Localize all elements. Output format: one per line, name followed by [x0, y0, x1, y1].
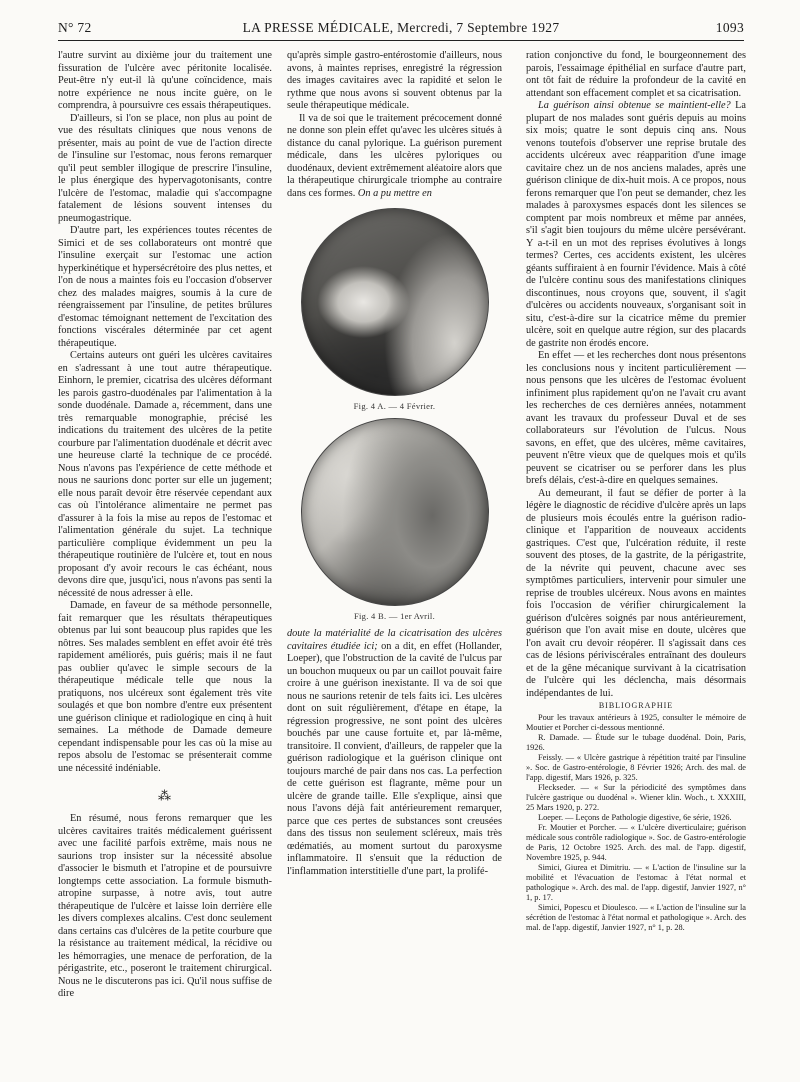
figure-caption-4b: Fig. 4 B. — 1er Avril. — [353, 611, 436, 621]
paragraph — [287, 628, 502, 878]
paragraph: D'ailleurs, si l'on se place, non plus au point de vue des résultats cliniques que nous venons de présenter, mais au point de vue de l'action directe de l'insuline sur l'estomac, nous ferons remarquer qu'il peut sembler illogique de prescrire l'insuline, le plus énergique des hypervagotonisants, contre l'ulcère de l'estomac, maladie qui s'accompagne fatalement de lésions souvent intenses du pneumogastrique. — [58, 112, 272, 224]
figure-caption-4a: Fig. 4 A. — 4 Février. — [353, 401, 436, 411]
bibliography-entry: Pour les travaux antérieurs à 1925, consulter le mémoire de Moutier et Porcher ci-dessous mentionné. — [526, 712, 746, 732]
bibliography-entry: Loeper. — Leçons de Pathologie digestive, 6e série, 1926. — [538, 812, 732, 822]
page-number: 1093 — [715, 20, 744, 35]
paragraph: En résumé, nous ferons remarquer que les ulcères cavitaires traités médicalement guérissent avec une facilité parfois extrême, mais nous ne saurions trop insister sur la nécessité absolue d'associer le bismuth et l'atropine et de poursuivre longtemps cette association. La formule bismuth-atropine surpasse, à notre avis, tout autre thérapeutique de l'ulcère et laisse loin derrière elle les divers complexes alcalins. C'est donc seulement dans certains cas d'ulcères de la petite courbure que la résistance au traitement médical, la récidive ou les hémorragies, une menace de perforation, de la périgastrite, etc., poseront le traitement chirurgical. Nous ne le discuterons pas ici. Qu'il nous suffise de dire — [58, 813, 272, 999]
paragraph: ration conjonctive du fond, le bourgeonnement des parois, l'essaimage épithélial en surface d'autre part, ont tôt fait de réduire la profondeur de la cavité en attendant son effacement complet et sa cicatrisation. — [526, 50, 746, 99]
column-right — [526, 50, 746, 1075]
section-separator: ⁂ — [158, 788, 172, 803]
bibliography-entry: Simici, Popescu et Dioulesco. — « L'action de l'insuline sur la sécrétion de l'estomac à l'état normal et pathologique ». Arch. des mal. de l'app. digestif, Janvier 1927, n° 1, p. 28. — [526, 902, 746, 932]
paragraph: l'autre survint au dixième jour du traitement une fissuration de l'ulcère avec péritonite localisée. Peut-être n'y eut-il là qu'une coïncidence, mais notre expérience ne nous incite guère, on le comprendra, à poursuivre ces essais thérapeutiques. — [58, 50, 272, 111]
bibliography-entry: R. Damade. — Étude sur le tubage duodénal. Doin, Paris, 1926. — [526, 732, 746, 752]
xray-figure-4b — [301, 418, 489, 606]
italic-text: doute la matérialité de la cicatrisation des ulcères cavitaires étudiée ici; — [287, 628, 502, 652]
paragraph: Au demeurant, il faut se défier de porter à la légère le diagnostic de récidive d'ulcère après un laps de plusieurs mois écoulés entre la guérison radio-clinique et l'apparition de nouveaux accidents gastriques. C'est que, l'ulcération réduite, il reste souvent des ptoses, de la gastrite, de la périgastrite, de la névrite qui peuvent, chacune avec ses symptômes particuliers, intervenir pour simuler une reprise de troubles ulcéreux. Nous avons en maintes fois l'occasion de vérifier chirurgicalement la guérison d'ulcères soignés par nous antérieurement, guérison que l'on avait mise en doute, ulcères que l'on avait cru devoir réopérer. Il s'agissait dans ces cas de lésions périviscérales entraînant des douleurs et de la gêne mécanique survivant à la cicatrisation de l'ulcère qui les déclencha, mais désormais indépendantes de lui. — [526, 487, 746, 699]
bibliography-entry: Simici, Giurea et Dimitriu. — « L'action de l'insuline sur la mobilité et l'évacuation de l'estomac à l'état normal et pathologique ». Arch. des mal. de l'app. digestif, Janvier 1927, n° 1, p. 17. — [526, 862, 746, 902]
bibliography-title: BIBLIOGRAPHIE — [598, 701, 674, 710]
paragraph-text: La plupart de nos malades sont guéris depuis au moins six mois; quatre le sont depuis cinq ans. Nous venons toutefois d'observer une reprise brutale des accidents ulcéreux avec réapparition d'une image cavitaire chez un de nos anciens malades, après une guérison clinique de dix-huit mois. A ce propos, nous ferons remarquer que l'on peut se demander, chez les malades à paroxysmes espacés dont les silences se comptent par mois nombreux et même par années, s'il s'agit bien toujours du même ulcère persévérant. Y a-t-il en un mot des reprises évolutives à longs termes? Certes, ces accidents existent, les ulcères géants suffiraient à en fournir l'évidence. Mais à côté de l'ulcère continu sous des manifestations cliniques discontinues, nous croyons que, souvent, il s'agit d'ulcères ou accidents nouveaux, s'organisant soit in situ, c'est-à-dire sur la cicatrice même du premier ulcère, soit en quelque autre région, sur des placards de gastrite non érodés encore. — [526, 100, 746, 349]
column-middle — [287, 50, 502, 1075]
bibliography-entry: Feissly. — « Ulcère gastrique à répétition traité par l'insuline ». Soc. de Gastro-entérologie, 8 Février 1926; Arch. des mal. de l'app. digestif, Mars 1926, p. 325. — [526, 752, 746, 782]
bibliography-entry: Fleckseder. — « Sur la périodicité des symptômes dans l'ulcère gastrique ou duodénal ». Wiener klin. Woch., t. XXXIII, 25 Mars 1920, p. 272. — [526, 782, 746, 812]
paragraph: D'autre part, les expériences toutes récentes de Simici et de ses collaborateurs ont montré que l'insuline exerçait sur l'estomac une action hyperkinétique et hypersécrétoire des plus nettes, et l'on de nous a maintes fois eu l'occasion d'observer chez des malades maigres, soumis à la cure de réengraissement par l'insuline, de petites brûlures d'estomac témoignant nettement de l'excitation des fonctions viscérales déterminée par cet agent thérapeutique. — [58, 225, 272, 349]
paragraph — [287, 113, 502, 201]
page-header — [58, 20, 744, 41]
paragraph: qu'après simple gastro-entérostomie d'ailleurs, nous avons, à maintes reprises, enregistré la régression des images cavitaires avec la rapidité et selon le rythme que nous avons si souvent obtenus par la seule thérapeutique médicale. — [287, 50, 502, 111]
paragraph — [526, 100, 746, 350]
xray-figure-4a — [301, 208, 489, 396]
paragraph-text: on a dit, en effet (Hollander, Loeper), que l'obstruction de la cavité de l'ulcus par un bouchon muqueux ou par un caillot pouvait faire croire à une guérison inexistante. Il va de soi que nous ne saurions retenir de tels faits ici. Les ulcères dont on suit régulièrement, d'étape en étape, la régression progressive, ne sont point des ulcères bouchés par une cause fortuite et, par là-même, transitoire. Il convient, d'ailleurs, de rappeler que la guérison radiologique et la guérison clinique ont toujours marché de pair dans nos cas. La perfection de cette guérison est flagrante, même pour un ulcère de grande taille. Elle s'explique, ainsi que nous l'avons déjà fait antérieurement remarquer, parce que ces pertes de substances sont creusées dans des tissus non seulement scléreux, mais très œdématiés, au moment surtout du paroxysme inflammatoire. Il s'ensuit que la réduction de l'inflammation interstitielle d'une part, la prolifé- — [287, 640, 502, 877]
bibliography-entry: Fr. Moutier et Porcher. — « L'ulcère diverticulaire; guérison médicale sous contrôle radiologique ». Soc. de Gastro-entérologie de Paris, 12 Octobre 1925. Arch. des mal. de l'app. digestif, Novembre 1925, p. 944. — [526, 822, 746, 862]
paragraph-text: Il va de soi que le traitement précocement donné ne donne son plein effet qu'avec les ulcères situés à distance du canal pylorique. La guérison purement médicale, dans les ulcères pyloriques ou duodénaux, devient extrêmement aléatoire alors que la thérapeutique chirurgicale triomphe au contraire dans ces formes. — [287, 112, 502, 199]
column-left — [58, 50, 272, 1075]
paragraph: Certains auteurs ont guéri les ulcères cavitaires en s'adressant à une tout autre thérapeutique. Einhorn, le premier, cicatrisa des ulcères déformant les parois gastro-duodénales par l'alimentation à la sonde duodénale. Damade a, récemment, dans une très remarquable monographie, précisé les indications du traitement des ulcères de la petite courbure par l'alimentation duodénale et décrit avec une heureuse clarté la technique de ce procédé. Nous n'avons pas l'expérience de cette méthode et nous ne saurions donc porter sur elle un jugement; elle nous paraît devoir être réservée cependant aux cas où l'intolérance alimentaire ne permet pas d'assurer à la fois la mise au repos de l'estomac et l'alimentation générale du sujet. La technique particulière complique évidemment un peu la thérapeutique routinière de l'ulcère et, tout en nous proposant d'y avoir recours le cas échéant, nous devons dire que, jusqu'ici, nous n'avons pas senti la nécessité de nous adresser à elle. — [58, 350, 272, 599]
paragraph: En effet — et les recherches dont nous présentons les conclusions nous y incitent particulièrement — nous pensons que les ulcères de l'estomac évoluent infiniment plus rapidement qu'on ne l'avait cru avant les recherches de ces dernières années, notamment avant les travaux du professeur Duval et de ses collaborateurs sur l'évolution de l'ulcus. Nous savons, en effet, que des ulcères, même cavitaires, peuvent n'être vieux que de quelques mois et qu'ils peuvent se cicatriser ou se perforer dans les plus brefs délais, c'est-à-dire en quelques semaines. — [526, 350, 746, 486]
paragraph: Damade, en faveur de sa méthode personnelle, fait remarquer que les résultats thérapeutiques obtenus par lui sont beaucoup plus rapides que les nôtres. Ses malades semblent en effet avoir été très rapidement améliorés, puis guéris; mais il ne faut pas oublier qu'avec le simple secours de la thérapeutique médicale telle que nous la pratiquons, nos ulcéreux sont également très vite soulagés et que bon nombre d'entre eux présentent une guérison clinique et radiologique en cinq à huit semaines. La méthode de Damade demeure cependant indispensable pour les cas où la mise au repos absolu de l'estomac se présenterait comme une nécessité indéniable. — [58, 600, 272, 774]
italic-text: On a pu mettre en — [357, 187, 432, 199]
italic-lead: La guérison ainsi obtenue se maintient-elle? — [538, 100, 731, 111]
issue-number: N° 72 — [58, 20, 92, 35]
journal-title: LA PRESSE MÉDICALE, Mercredi, 7 Septembre 1927 — [242, 20, 560, 35]
